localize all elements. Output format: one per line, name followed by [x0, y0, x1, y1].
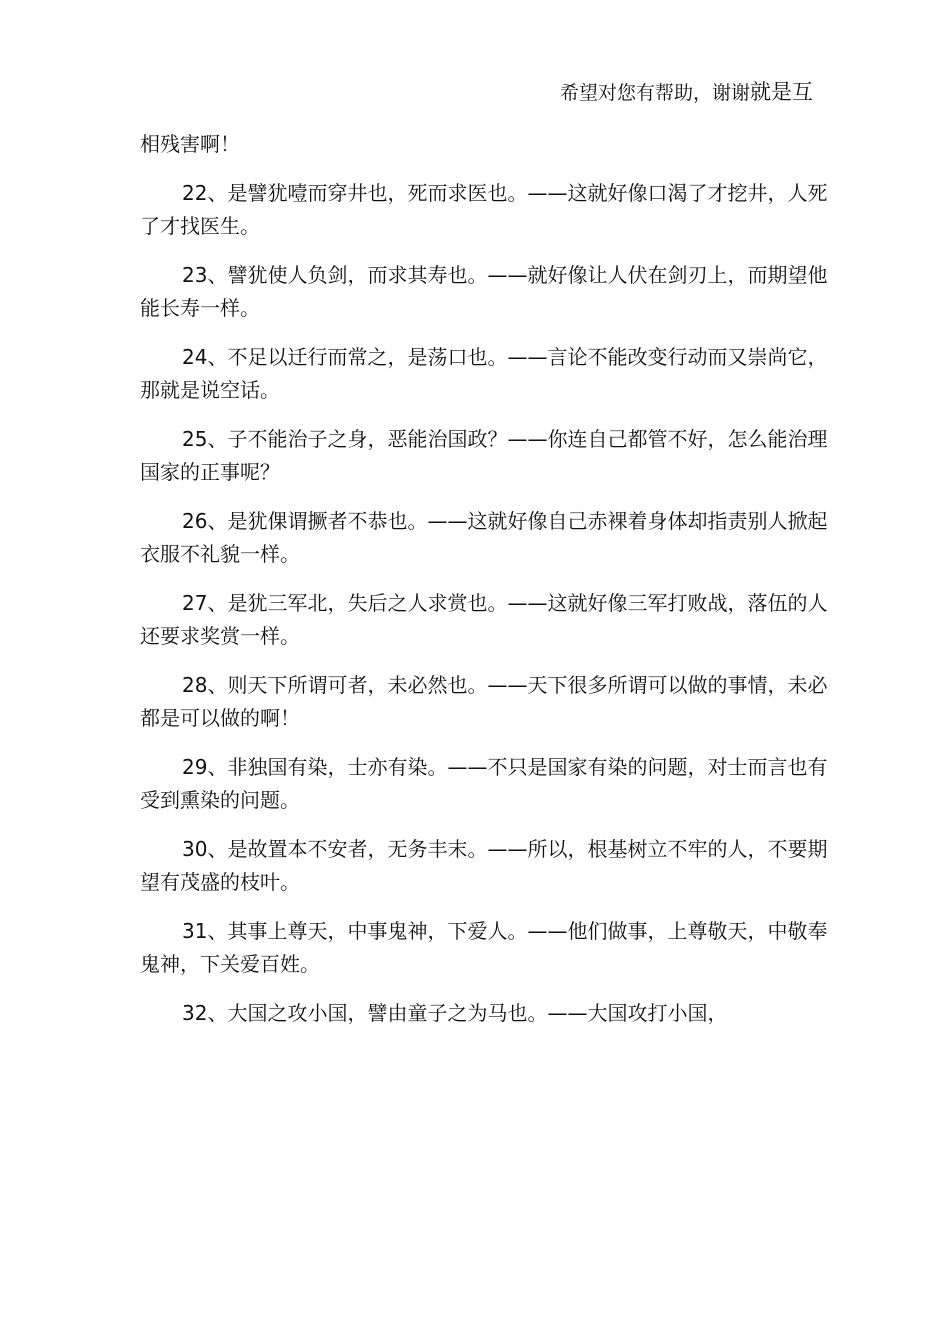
paragraph-26: 26、是犹倮谓撅者不恭也。——这就好像自己赤裸着身体却指责别人掀起衣服不礼貌一样。: [140, 509, 828, 566]
header-note: [560, 78, 813, 107]
paragraph-25: 25、子不能治子之身，恶能治国政？——你连自己都管不好，怎么能治理国家的正事呢？: [140, 427, 828, 484]
paragraph-23: 23、譬犹使人负剑，而求其寿也。——就好像让人伏在剑刃上，而期望他能长寿一样。: [140, 263, 828, 320]
paragraph-31: 31、其事上尊天，中事鬼神，下爱人。——他们做事，上尊敬天，中敬奉鬼神，下关爱百姓。: [140, 919, 828, 976]
document-body: [140, 128, 830, 1046]
paragraph-32: 32、大国之攻小国，譬由童子之为马也。——大国攻打小国，: [182, 1001, 728, 1025]
paragraph-29: 29、非独国有染，士亦有染。——不只是国家有染的问题，对士而言也有受到熏染的问题。: [140, 755, 828, 812]
header-note-tail: 就是互: [750, 80, 814, 104]
paragraph-27: 27、是犹三军北，失后之人求赏也。——这就好像三军打败战，落伍的人还要求奖赏一样。: [140, 591, 828, 648]
paragraph-30: 30、是故置本不安者，无务丰末。——所以，根基树立不牢的人，不要期望有茂盛的枝叶。: [140, 837, 828, 894]
paragraph-28: 28、则天下所谓可者，未必然也。——天下很多所谓可以做的事情，未必都是可以做的啊！: [140, 673, 828, 730]
paragraph-22: 22、是譬犹噎而穿井也，死而求医也。——这就好像口渴了才挖井，人死了才找医生。: [140, 181, 828, 238]
paragraph-continuation: 相残害啊！: [140, 132, 240, 156]
header-note-text: 希望对您有帮助，谢谢: [560, 82, 751, 104]
paragraph-24: 24、不足以迁行而常之，是荡口也。——言论不能改变行动而又崇尚它，那就是说空话。: [140, 345, 828, 402]
